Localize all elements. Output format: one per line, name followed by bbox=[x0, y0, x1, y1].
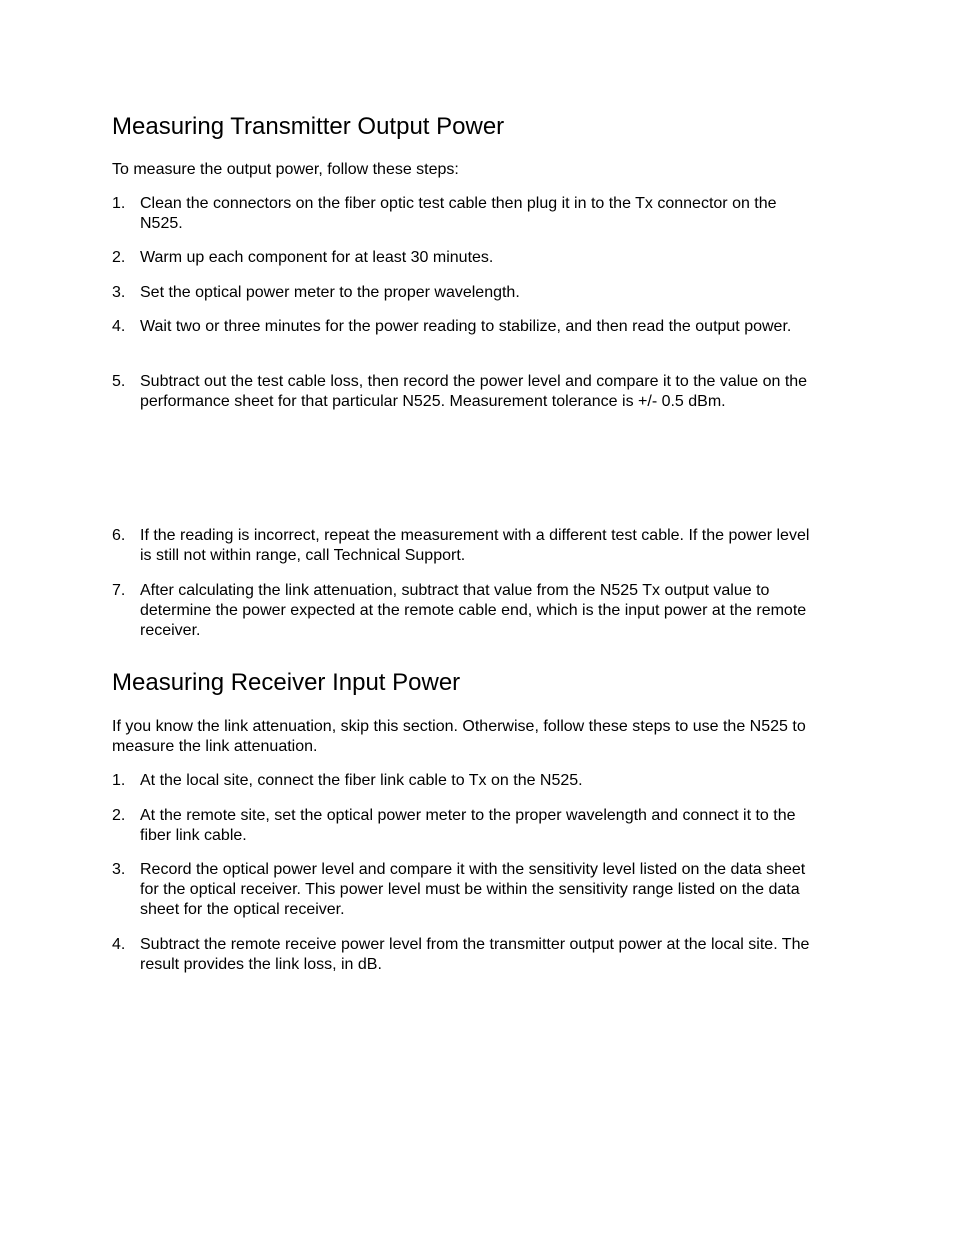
section-intro-transmitter: To measure the output power, follow these steps: bbox=[112, 161, 459, 178]
list-item bbox=[112, 860, 812, 920]
list-item-text: Set the optical power meter to the proper wavelength. bbox=[140, 284, 520, 301]
list-item-number: 6. bbox=[112, 527, 126, 544]
list-item bbox=[112, 806, 812, 846]
list-item bbox=[112, 581, 812, 641]
list-item-text: Subtract out the test cable loss, then record the power level and compare it to the value on the performance sheet for that particular N525. Measurement tolerance is +/- 0.5 dBm. bbox=[140, 373, 808, 410]
list-item bbox=[112, 283, 812, 303]
list-item-text: Warm up each component for at least 30 minutes. bbox=[140, 249, 494, 266]
list-item-number: 3. bbox=[112, 284, 126, 301]
list-item-number: 5. bbox=[112, 373, 126, 390]
list-item-number: 2. bbox=[112, 249, 126, 266]
list-item-number: 7. bbox=[112, 582, 126, 599]
list-item bbox=[112, 935, 812, 975]
list-item bbox=[112, 194, 812, 234]
list-item-text: Subtract the remote receive power level from the transmitter output power at the local site. The result provides the link loss, in dB. bbox=[140, 936, 810, 973]
list-item bbox=[112, 771, 812, 791]
list-item bbox=[112, 248, 812, 268]
list-item-text: Record the optical power level and compare it with the sensitivity level listed on the data sheet for the optical receiver. This power level must be within the sensitivity range listed on the data sheet for the optical receiver. bbox=[140, 861, 806, 918]
list-item bbox=[112, 526, 812, 566]
list-item-number: 1. bbox=[112, 195, 126, 212]
list-item-text: At the remote site, set the optical power meter to the proper wavelength and connect it to the fiber link cable. bbox=[140, 807, 796, 844]
list-item bbox=[112, 317, 812, 337]
list-item-text: If the reading is incorrect, repeat the measurement with a different test cable. If the power level is still not within range, call Technical Support. bbox=[140, 527, 810, 564]
list-item-number: 4. bbox=[112, 936, 126, 953]
list-item-number: 3. bbox=[112, 861, 126, 878]
list-item-text: Clean the connectors on the fiber optic test cable then plug it in to the Tx connector on the N525. bbox=[140, 195, 777, 232]
list-item-text: At the local site, connect the fiber link cable to Tx on the N525. bbox=[140, 772, 583, 789]
list-item-text: Wait two or three minutes for the power reading to stabilize, and then read the output power. bbox=[140, 318, 792, 335]
section-heading-transmitter: Measuring Transmitter Output Power bbox=[112, 113, 505, 140]
list-item-number: 4. bbox=[112, 318, 126, 335]
list-item-number: 2. bbox=[112, 807, 126, 824]
list-item bbox=[112, 372, 812, 412]
section-heading-receiver: Measuring Receiver Input Power bbox=[112, 669, 461, 696]
section-intro-receiver: If you know the link attenuation, skip this section. Otherwise, follow these steps to use the N525 to measure the link attenuation. bbox=[112, 718, 806, 755]
list-item-number: 1. bbox=[112, 772, 126, 789]
list-item-text: After calculating the link attenuation, subtract that value from the N525 Tx output value to determine the power expected at the remote cable end, which is the input power at the remote receiver. bbox=[140, 582, 807, 639]
